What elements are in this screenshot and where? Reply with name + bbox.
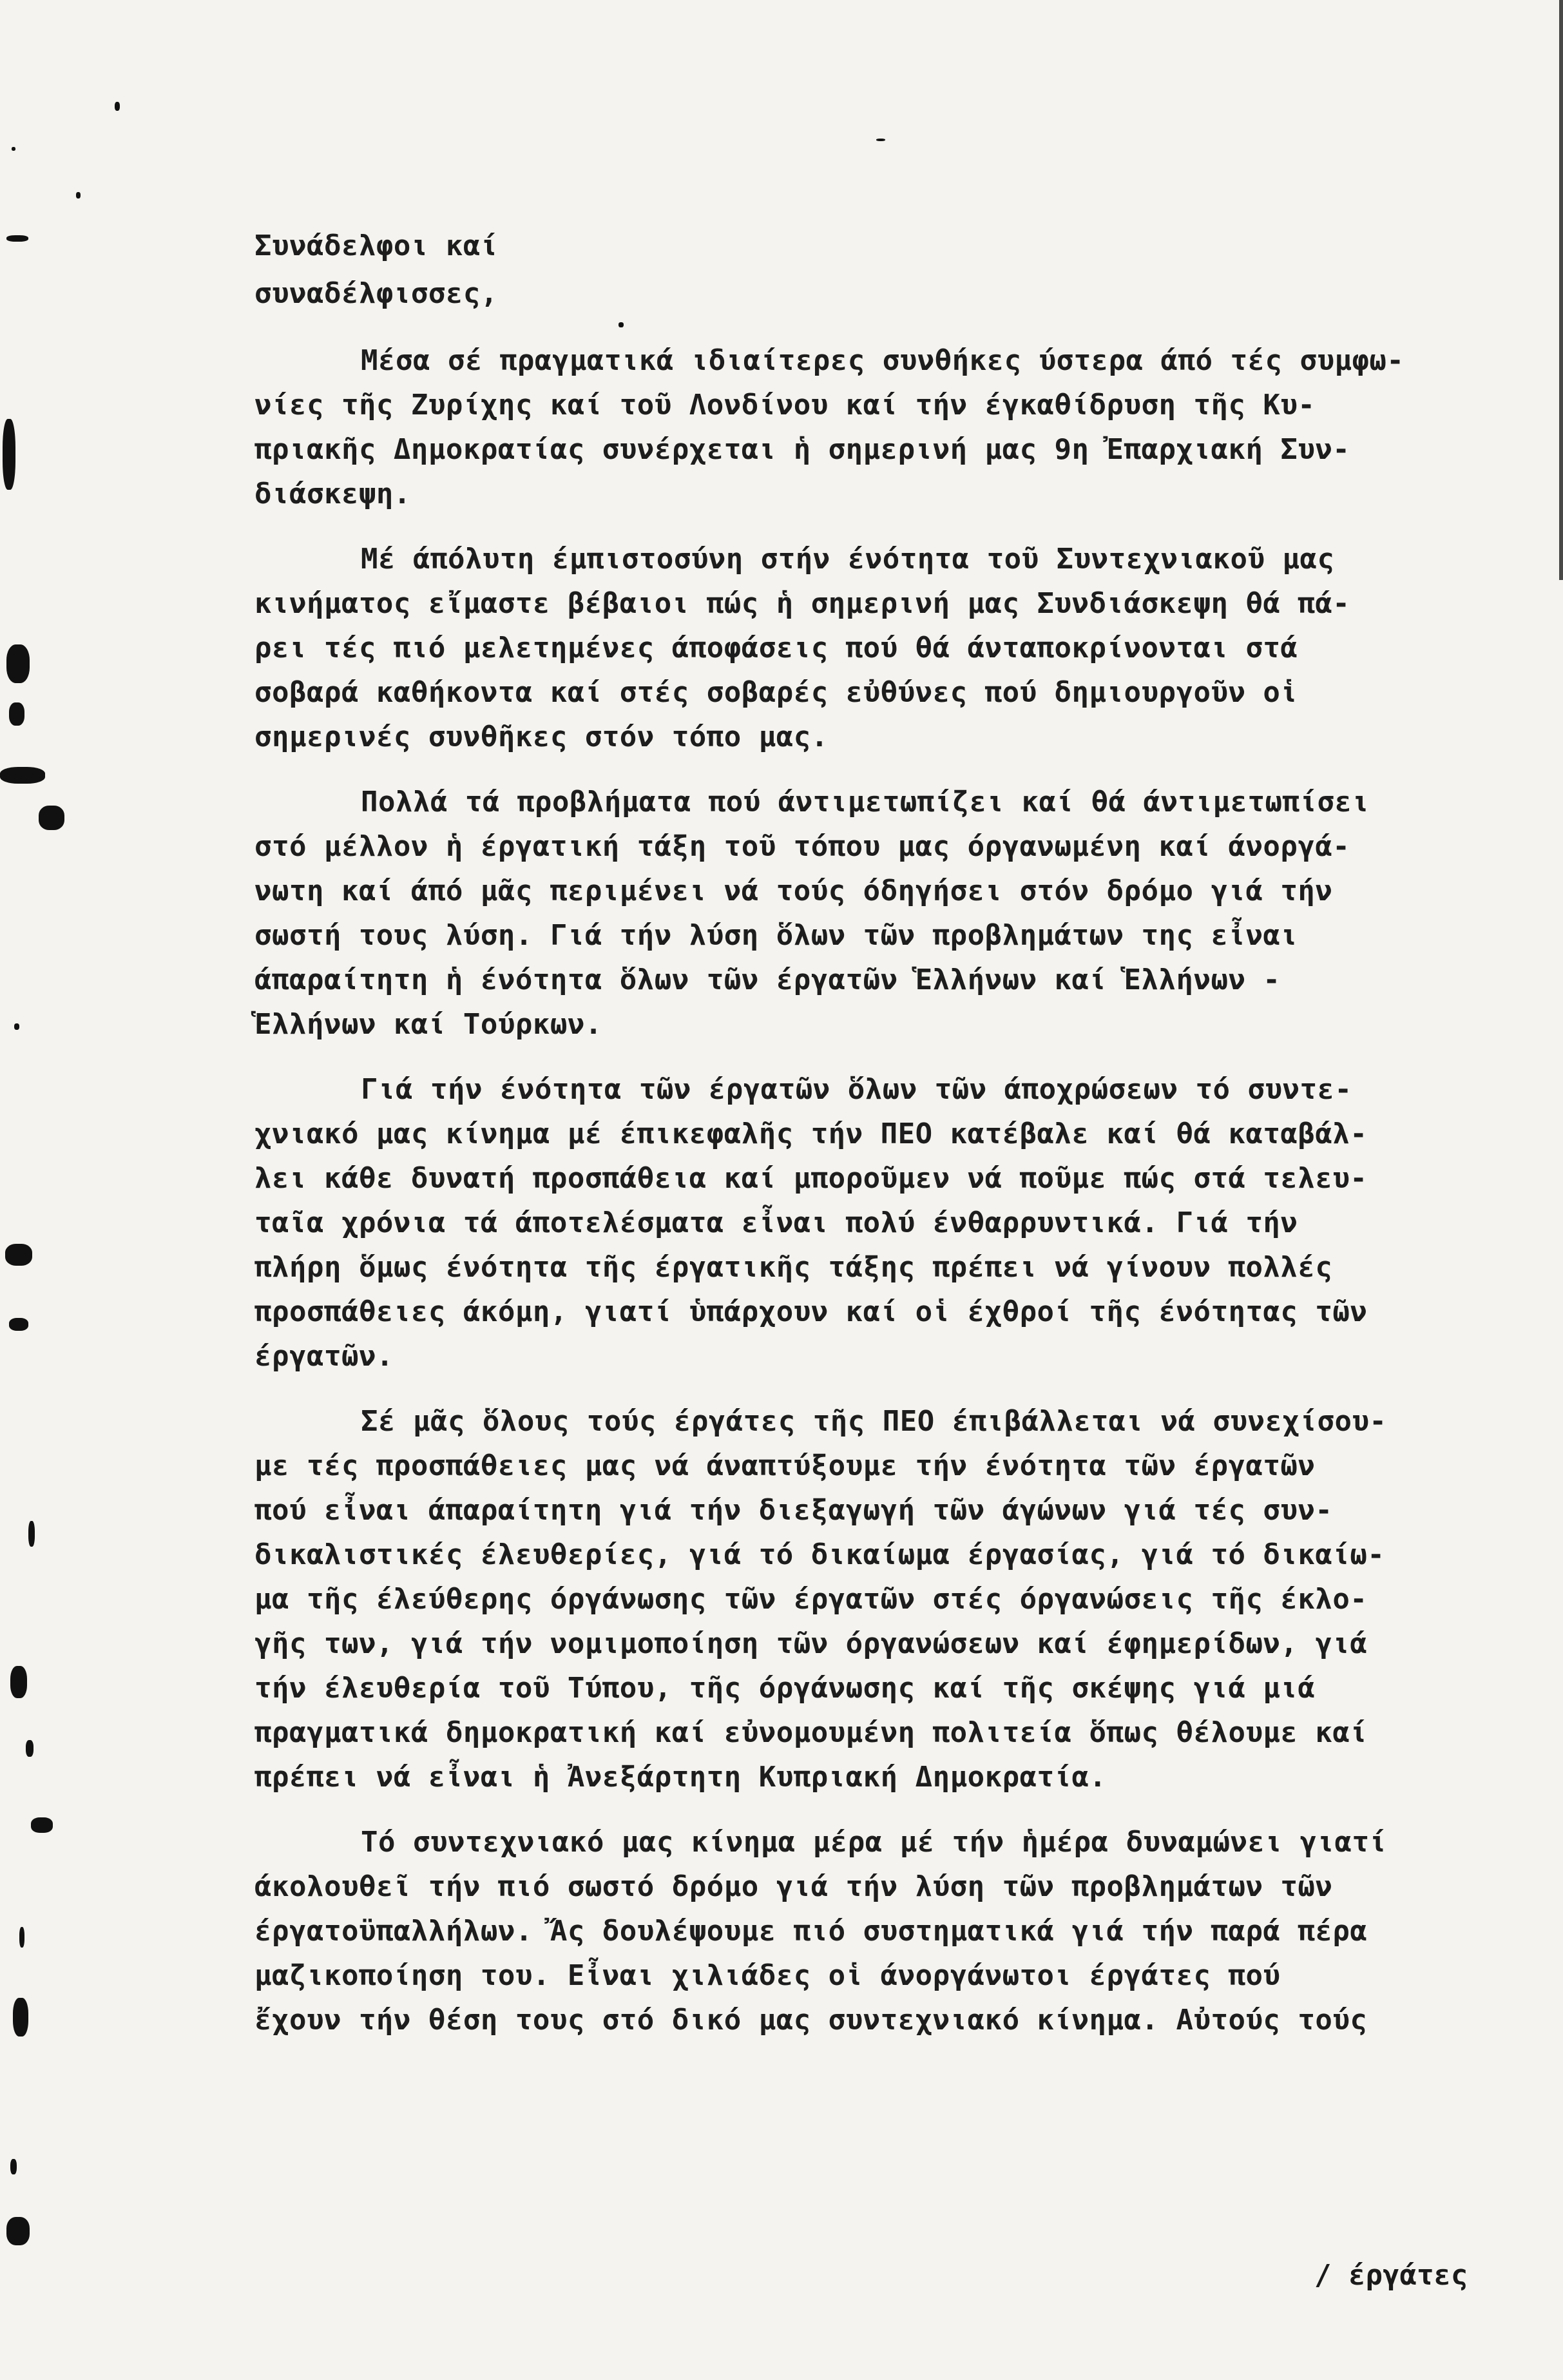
salutation-line: συναδέλφισσες, xyxy=(254,277,498,310)
scan-speck xyxy=(6,644,30,683)
text-line: χνιακό μας κίνημα μέ έπικεφαλῆς τήν ΠΕΟ κατέβαλε καί θά καταβάλ- xyxy=(254,1117,1368,1150)
text-line: νωτη καί άπό μᾶς περιμένει νά τούς όδηγήσει στόν δρόμο γιά τήν xyxy=(254,875,1333,907)
scan-speck xyxy=(10,2159,17,2174)
paragraph-1 xyxy=(254,338,1537,516)
text-line: διάσκεψη. xyxy=(254,478,411,510)
text-line: σοβαρά καθήκοντα καί στές σοβαρές εὐθύνες πού δημιουργοῦν οἱ xyxy=(254,676,1298,709)
paragraph-6 xyxy=(254,1820,1537,2042)
text-line: πραγματικά δημοκρατική καί εὐνομουμένη πολιτεία ὅπως θέλουμε καί xyxy=(254,1716,1368,1749)
text-line: μα τῆς έλεύθερης όργάνωσης τῶν έργατῶν στές όργανώσεις τῆς έκλο- xyxy=(254,1583,1368,1616)
scan-edge-shadow xyxy=(1559,0,1563,580)
text-line: πλήρη ὅμως ένότητα τῆς έργατικῆς τάξης πρέπει νά γίνουν πολλές xyxy=(254,1251,1333,1284)
text-line: Σέ μᾶς ὅλους τούς έργάτες τῆς ΠΕΟ έπιβάλλεται νά συνεχίσου- xyxy=(361,1405,1387,1438)
text-line: τήν έλευθερία τοῦ Τύπου, τῆς όργάνωσης καί τῆς σκέψης γιά μιά xyxy=(254,1672,1316,1705)
text-line: έργατῶν. xyxy=(254,1340,394,1373)
scan-speck xyxy=(26,1740,34,1757)
text-line: πού εἶναι άπαραίτητη γιά τήν διεξαγωγή τῶν άγώνων γιά τές συν- xyxy=(254,1494,1333,1527)
text-line: ἔχουν τήν θέση τους στό δικό μας συντεχνιακό κίνημα. Αὐτούς τούς xyxy=(254,2004,1368,2037)
scan-speck xyxy=(6,235,28,242)
scan-speck xyxy=(115,102,120,111)
scan-speck xyxy=(14,1023,19,1030)
scan-speck xyxy=(28,1521,35,1547)
salutation-line: Συνάδελφοι καί xyxy=(254,229,498,262)
text-line: έργατοϋπαλλήλων. Ἄς δουλέψουμε πιό συστηματικά γιά τήν παρά πέρα xyxy=(254,1915,1368,1948)
scan-speck xyxy=(3,419,15,490)
scan-speck xyxy=(0,767,45,784)
text-line: ταῖα χρόνια τά άποτελέσματα εἶναι πολύ ένθαρρυντικά. Γιά τήν xyxy=(254,1206,1298,1239)
paragraph-3 xyxy=(254,780,1537,1047)
scan-speck xyxy=(12,147,15,151)
scan-speck xyxy=(876,139,885,141)
scan-speck xyxy=(9,1318,28,1331)
paragraph-5 xyxy=(254,1399,1537,1799)
letter-body xyxy=(254,222,1537,2042)
scan-speck xyxy=(19,1927,24,1948)
scan-speck xyxy=(6,2217,30,2245)
scan-speck xyxy=(39,806,64,830)
text-line: με τές προσπάθειες μας νά άναπτύξουμε τήν ένότητα τῶν έργατῶν xyxy=(254,1449,1316,1482)
text-line: λει κάθε δυνατή προσπάθεια καί μποροῦμεν νά ποῦμε πώς στά τελευ- xyxy=(254,1162,1368,1195)
text-line: Μέ άπόλυτη έμπιστοσύνη στήν ένότητα τοῦ Συντεχνιακοῦ μας xyxy=(361,543,1335,576)
text-line: Ἑλλήνων καί Τούρκων. xyxy=(254,1008,602,1041)
text-line: σημερινές συνθῆκες στόν τόπο μας. xyxy=(254,721,829,753)
scan-speck xyxy=(31,1817,53,1833)
text-line: Τό συντεχνιακό μας κίνημα μέρα μέ τήν ἡμέρα δυναμώνει γιατί xyxy=(361,1826,1387,1859)
text-line: δικαλιστικές έλευθερίες, γιά τό δικαίωμα έργασίας, γιά τό δικαίω- xyxy=(254,1538,1385,1571)
page-continuation: / έργάτες xyxy=(1314,2259,1468,2292)
text-line: άκολουθεῖ τήν πιό σωστό δρόμο γιά τήν λύση τῶν προβλημάτων τῶν xyxy=(254,1870,1333,1903)
text-line: σωστή τους λύση. Γιά τήν λύση ὅλων τῶν προβλημάτων της εἶναι xyxy=(254,919,1298,952)
text-line: γῆς των, γιά τήν νομιμοποίηση τῶν όργανώσεων καί έφημερίδων, γιά xyxy=(254,1627,1368,1660)
text-line: κινήματος εἴμαστε βέβαιοι πώς ἡ σημερινή μας Συνδιάσκεψη θά πά- xyxy=(254,587,1350,620)
text-line: στό μέλλον ἡ έργατική τάξη τοῦ τόπου μας όργανωμένη καί άνοργά- xyxy=(254,830,1350,863)
text-line: πριακῆς Δημοκρατίας συνέρχεται ἡ σημερινή μας 9η Ἐπαρχιακή Συν- xyxy=(254,433,1350,466)
scan-speck xyxy=(10,1666,27,1698)
paragraph-2 xyxy=(254,537,1537,759)
salutation xyxy=(254,222,1537,318)
scan-speck xyxy=(5,1244,32,1266)
text-line: Πολλά τά προβλήματα πού άντιμετωπίζει καί θά άντιμετωπίσει xyxy=(361,786,1370,818)
paragraph-4 xyxy=(254,1067,1537,1379)
text-line: μαζικοποίηση του. Εἶναι χιλιάδες οἱ άνοργάνωτοι έργάτες πού xyxy=(254,1959,1281,1992)
text-line: πρέπει νά εἶναι ἡ Ἀνεξάρτητη Κυπριακή Δημοκρατία. xyxy=(254,1761,1107,1794)
text-line: Μέσα σέ πραγματικά ιδιαίτερες συνθήκες ύστερα άπό τές συμφω- xyxy=(361,344,1405,377)
text-line: προσπάθειες άκόμη, γιατί ὑπάρχουν καί οἱ έχθροί τῆς ένότητας τῶν xyxy=(254,1295,1368,1328)
text-line: Γιά τήν ένότητα τῶν έργατῶν ὅλων τῶν άποχρώσεων τό συντε- xyxy=(361,1073,1352,1106)
scan-speck xyxy=(76,192,81,198)
text-line: ρει τές πιό μελετημένες άποφάσεις πού θά άνταποκρίνονται στά xyxy=(254,632,1298,664)
text-line: νίες τῆς Ζυρίχης καί τοῦ Λονδίνου καί τήν έγκαθίδρυση τῆς Κυ- xyxy=(254,389,1316,421)
scan-speck xyxy=(9,702,24,726)
text-line: άπαραίτητη ἡ ένότητα ὅλων τῶν έργατῶν Ἑλλήνων καί Ἑλλήνων - xyxy=(254,963,1281,996)
scan-speck xyxy=(13,1998,28,2037)
